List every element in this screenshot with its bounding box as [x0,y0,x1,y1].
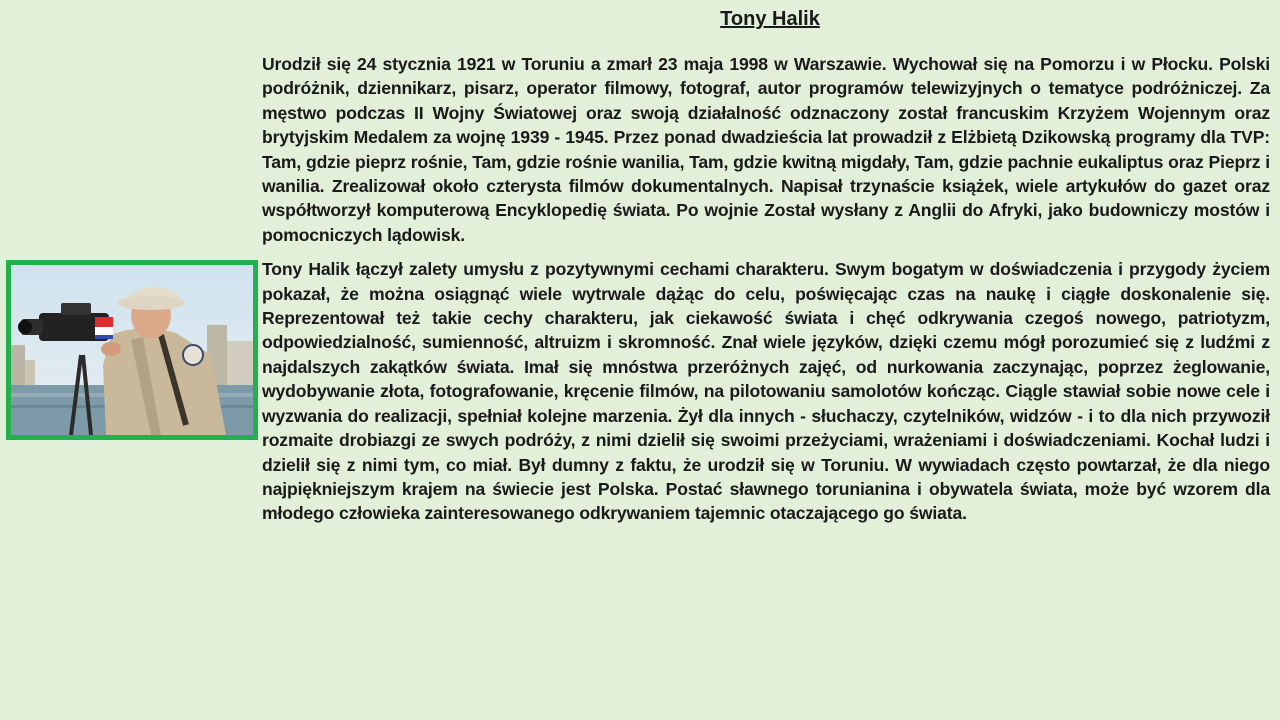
photo-illustration [11,265,253,435]
portrait-photo [6,260,258,440]
page-title: Tony Halik [720,8,820,30]
biography-text [262,52,1270,536]
biography-paragraph-2: Tony Halik łączył zalety umysłu z pozytywnymi cechami charakteru. Swym bogatym w doświadczenia i przygody życiem pokazał, że można osiągnąć wiele wytrwale dążąc do celu, poświęcając czas na naukę i ciągłe doskonalenie się. Reprezentował też takie cechy charakteru, jak ciekawość świata i chęć odkrywania czegoś nowego, patriotyzm, odpowiedzialność, sumienność, altruizm i skromność. Znał wiele języków, dzięki czemu mógł porozumieć się z ludźmi z najdalszych zakątków świata. Imał się mnóstwa przeróżnych zajęć, od nurkowania zaczynając, poprzez żeglowanie, wydobywanie złota, fotografowanie, kręcenie filmów, na pilotowaniu samolotów kończąc. Ciągle stawiał sobie nowe cele i wyzwania do realizacji, spełniał kolejne marzenia. Żył dla innych - słuchaczy, czytelników, widzów - i to dla nich przywoził rozmaite drobiazgi ze swych podróży, z nimi dzielił się swoimi przeżyciami, wrażeniami i doświadczeniami. Kochał ludzi i dzielił się z nimi tym, co miał. Był dumny z faktu, że urodził się w Toruniu. W wywiadach często powtarzał, że dla niego najpiękniejszym krajem na świecie jest Polska. Postać sławnego torunianina i obywatela świata, może być wzorem dla młodego człowieka zainteresowanego odkrywaniem tajemnic otaczającego go świata. [262,259,1270,524]
biography-paragraph-1: Urodził się 24 stycznia 1921 w Toruniu a zmarł 23 maja 1998 w Warszawie. Wychował się na Pomorzu i w Płocku. Polski podróżnik, dziennikarz, pisarz, operator filmowy, fotograf, autor programów telewizyjnych o tematyce podróżniczej. Za męstwo podczas II Wojny Światowej oraz swoją działalność odznaczony został francuskim Krzyżem Wojennym oraz brytyjskim Medalem za wojnę 1939 - 1945. Przez ponad dwadzieścia lat prowadził z Elżbietą Dzikowską programy dla TVP: Tam, gdzie pieprz rośnie, Tam, gdzie rośnie wanilia, Tam, gdzie kwitną migdały, Tam, gdzie pachnie eukaliptus oraz Pieprz i wanilia. Zrealizował około czterysta filmów dokumentalnych. Napisał trzynaście książek, wiele artykułów do gazet oraz współtworzył komputerową Encyklopedię świata. Po wojnie Został wysłany z Anglii do Afryki, jako budowniczy mostów i pomocniczych lądowisk. [262,54,1270,245]
